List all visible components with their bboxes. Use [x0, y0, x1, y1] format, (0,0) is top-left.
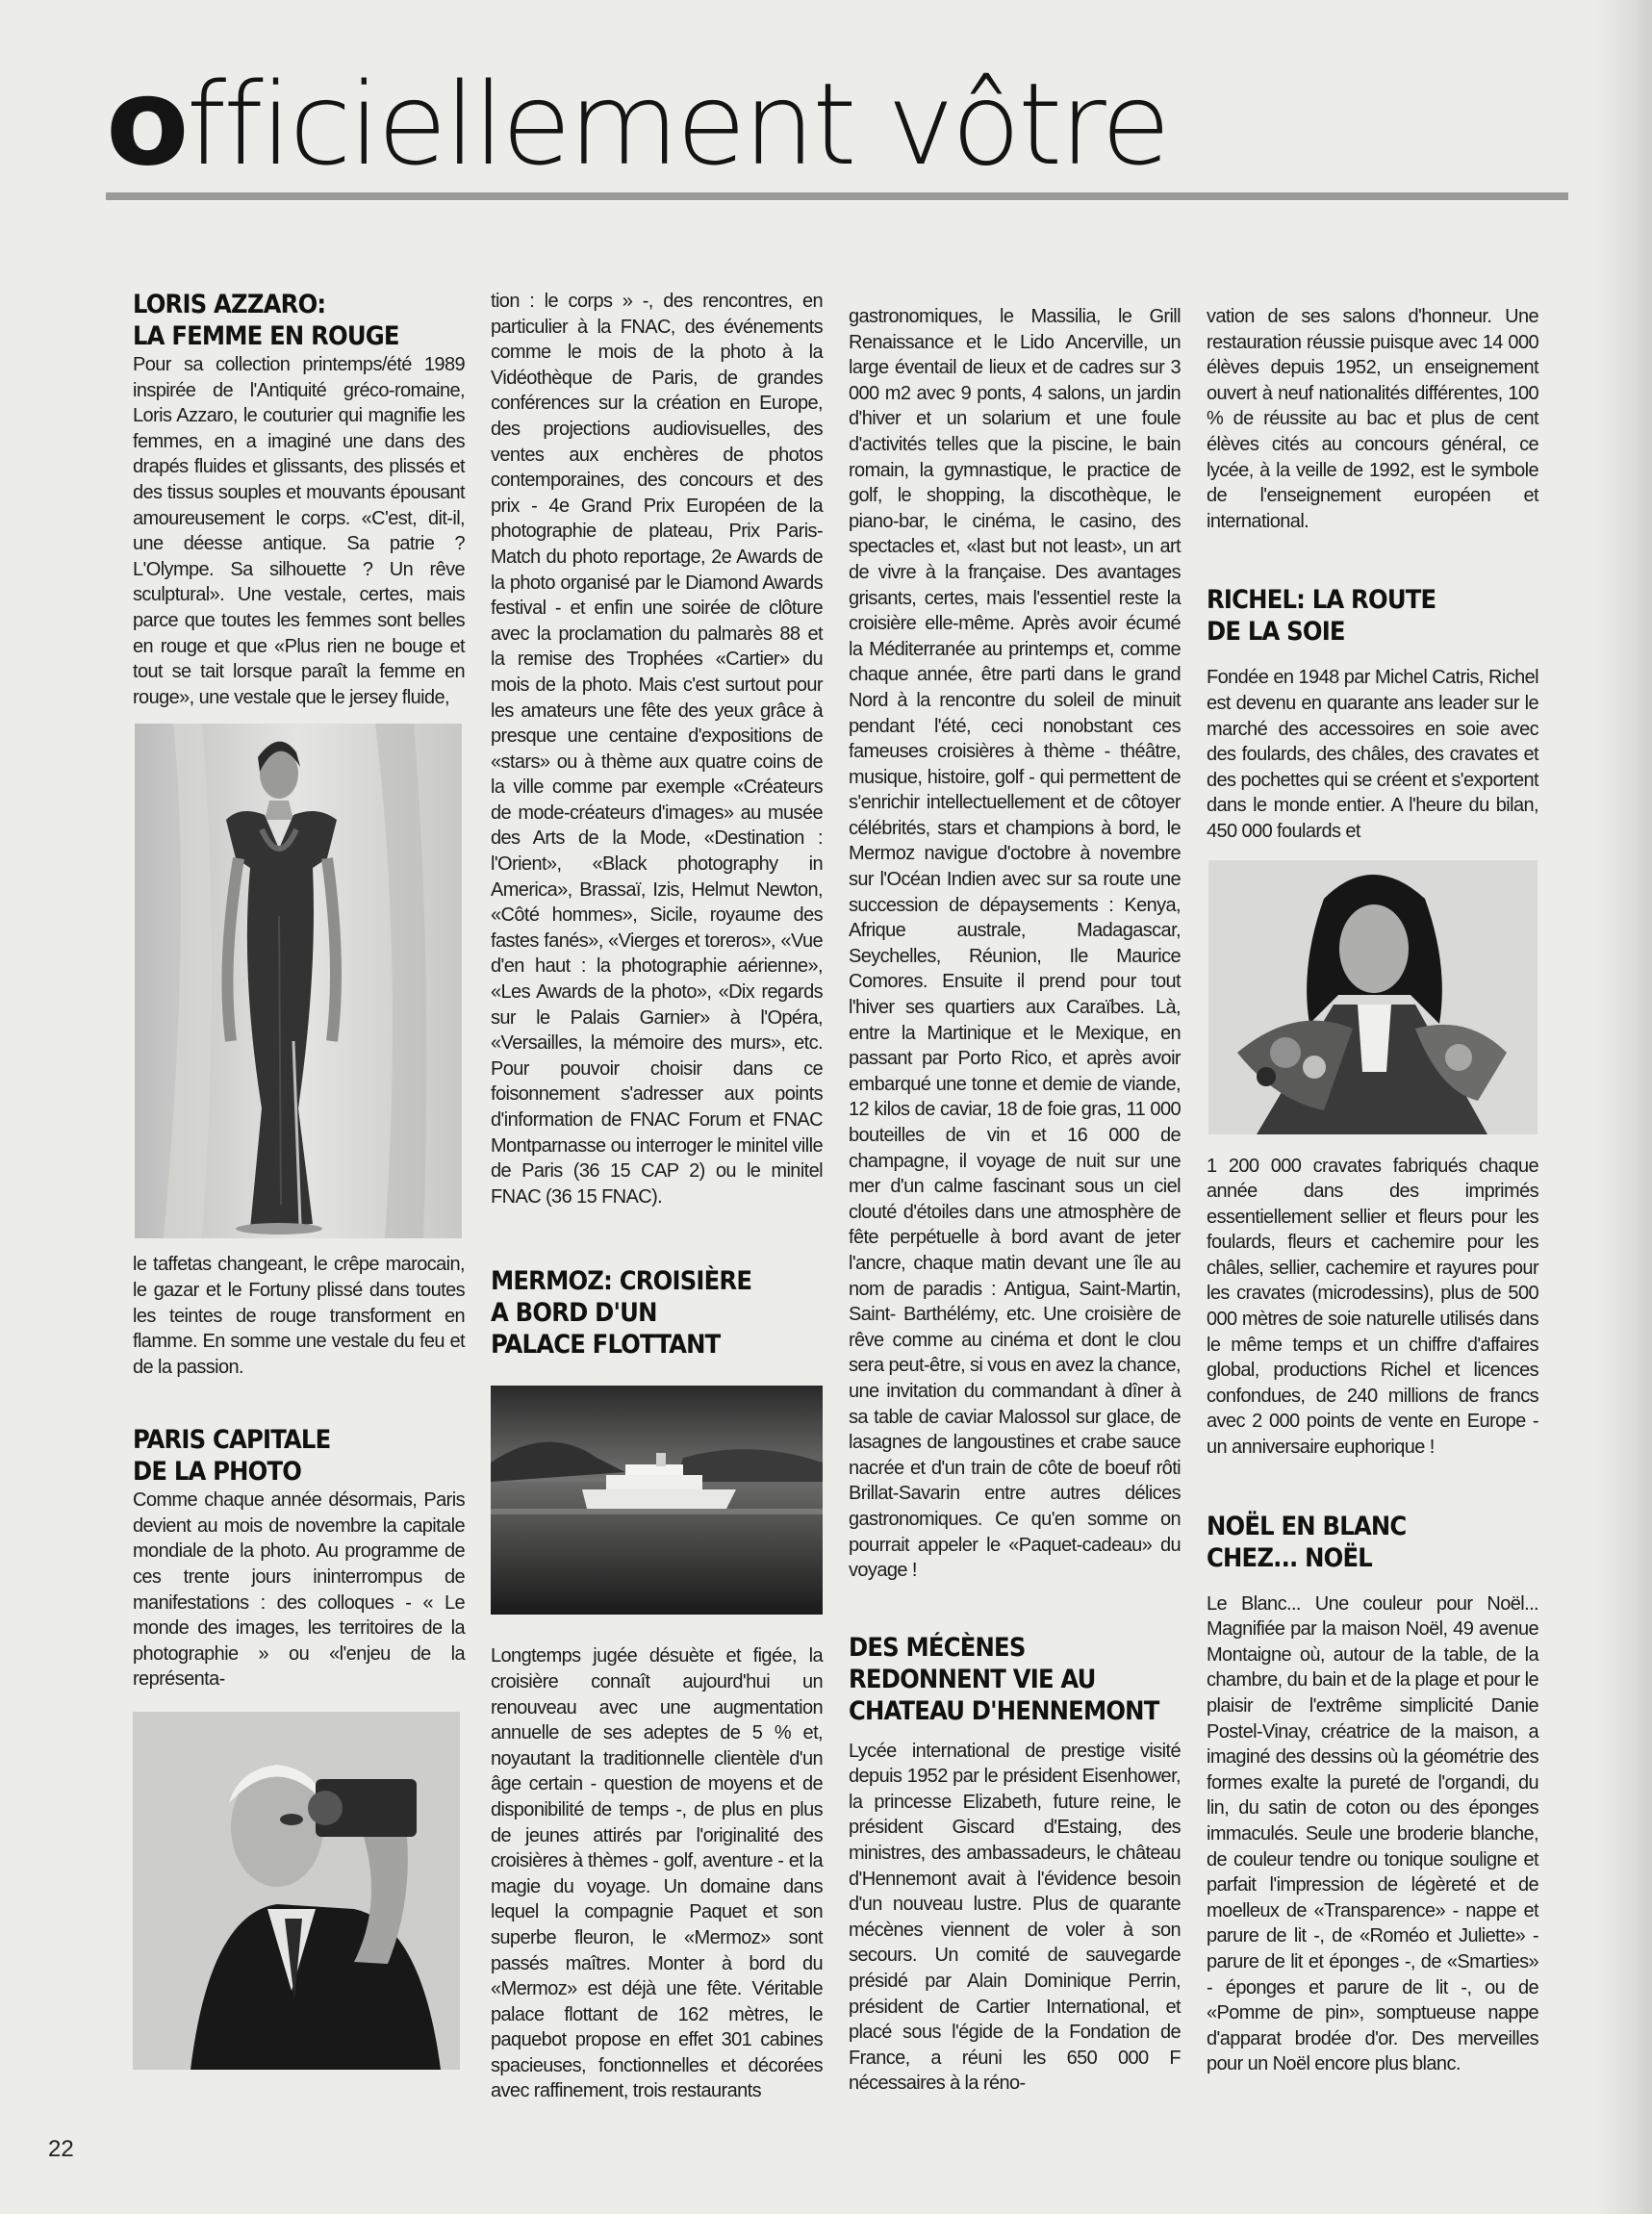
hennemont-text-1: Lycée international de prestige visité depuis 1952 par le président Eisenhower, la princesse Elizabeth, future reine, le président Giscard d'Estaing, des ministres, des ambassadeurs, le château d'Hennemont avait à l'évidence besoin d'un nouveau lustre. Plus de quarante mécènes viennent de voler à son secours. Un comité de sauvegarde présidé par Alain Dominique Perrin, président de Cartier International, et placé sous l'égide de la Fondation de France, a réuni les 650 000 F nécessaires à la réno-: [849, 1740, 1181, 2095]
richel-text-1: Fondée en 1948 par Michel Catris, Richel est devenu en quarante ans leader sur le marché des accessoires en soie avec des foulards, des châles, des cravates et des pochettes qui se créent et s'exportent dans le monde entier. A l'heure du bilan, 450 000 foulards et: [1207, 667, 1538, 842]
page-number: 22: [48, 2136, 74, 2162]
hennemont-heading: [849, 1632, 1181, 1727]
column-3: [849, 304, 1181, 2097]
mermoz-heading-line-1: MERMOZ: CROISIÈRE: [491, 1266, 752, 1297]
photo-heading-line-1: PARIS CAPITALE: [133, 1425, 331, 1456]
azzaro-photo: [135, 724, 462, 1238]
man-with-camera-image: [133, 1712, 460, 2070]
portrait-photo: [133, 1712, 460, 2070]
noel-heading: [1207, 1511, 1538, 1574]
azzaro-text-2: le taffetas changeant, le crêpe marocain, le gazar et le Fortuny plissé dans toutes les teintes de rouge transforment en flamme. En somme une vestale du feu et de la passion.: [133, 1254, 465, 1378]
hennemont-heading-line-2: REDONNENT VIE AU: [849, 1664, 1096, 1694]
ship-photo: [491, 1386, 823, 1615]
page-edge-shadow: [1594, 0, 1652, 2214]
mermoz-text-1: Longtemps jugée désuète et figée, la croisière connaît aujourd'hui un renouveau avec une augmentation annuelle de ses adeptes de 5 % et, noyautant la traditionnelle clientèle d'un âge certain - question de moyens et de disponibilité de temps -, de plus en plus de jeunes attirés par l'originalité des croisières à thèmes - golf, aventure - et la magie du voyage. Un domaine dans lequel la compagnie Paquet et son superbe fleuron, le «Mermoz» sont passés maîtres. Monter à bord du «Mermoz» est déjà une fête. Véritable palace flottant de 162 mètres, le paquebot propose en effet 301 cabines spacieuses, fonctionnelles et décorées avec raffinement, trois restaurants: [491, 1645, 823, 2102]
photo-text-1: Comme chaque année désormais, Paris devient au mois de novembre la capitale mondiale de la photo. Au programme de ces trente jours ininterrompus de manifestations : des colloques - « Le monde des images, les territoires de la photographie » ou «l'enjeu de la représenta-: [133, 1489, 465, 1691]
hennemont-heading-line-1: DES MÉCÈNES: [849, 1632, 1026, 1663]
masthead-rule: [106, 192, 1568, 200]
hennemont-text-2: vation de ses salons d'honneur. Une restauration réussie puisque avec 14 000 élèves depuis 1952, un enseignement ouvert à neuf nationalités différentes, 100 % de réussite au bac et plus de cent élèves cités au concours général, ce lycée, à la veille de 1992, est le symbole de l'enseignement européen et international.: [1207, 306, 1538, 532]
azzaro-heading-line-1: LORIS AZZARO:: [133, 290, 326, 319]
noel-text-1: Le Blanc... Une couleur pour Noël... Magnifiée par la maison Noël, 49 avenue Montaigne où, autour de la table, de la chambre, du bain et de la plage et pour le plaisir de l'extrême simplicité Danie Postel-Vinay, créatrice de la maison, a imaginé des dessins où la géométrie des formes exalte la pureté de l'organdi, du lin, du satin de coton ou des éponges immaculés. Seule une broderie blanche, de couleur tendre ou tonique souligne et parfait l'impression de légèreté et de moelleux de «Transparence» - nappe et parure de lit -, de «Roméo et Juliette» - parure de lit et éponges -, de «Smarties» - éponges et parure de lit -, ou de «Pomme de pin», somptueuse nappe d'apparat brodée d'or. Des merveilles pour un Noël encore plus blanc.: [1207, 1592, 1538, 2075]
photo-heading-line-2: DE LA PHOTO: [133, 1457, 302, 1488]
woman-in-gown-image: [135, 724, 462, 1238]
azzaro-heading: [133, 289, 465, 352]
woman-with-scarf-image: [1208, 860, 1538, 1134]
mermoz-heading: [491, 1265, 823, 1361]
noel-heading-line-2: CHEZ... NOËL: [1207, 1542, 1372, 1573]
richel-heading-line-1: RICHEL: LA ROUTE: [1207, 585, 1436, 616]
mermoz-heading-line-3: PALACE FLOTTANT: [491, 1330, 721, 1361]
richel-heading: [1207, 584, 1538, 648]
mermoz-heading-line-2: A BORD D'UN: [491, 1298, 657, 1329]
noel-heading-line-1: NOËL EN BLANC: [1207, 1511, 1407, 1541]
azzaro-text-1: Pour sa collection printemps/été 1989 inspirée de l'Antiquité gréco-romaine, Loris Azzaro, le couturier qui magnifie les femmes, en a imaginé une dans des drapés fluides et glissants, des plissés et des tissus souples et mouvants épousant amoureusement le corps. «C'est, dit-il, une déesse antique. Sa patrie ? L'Olympe. Sa silhouette ? Un rêve sculptural». Une vestale, certes, mais parce que toutes les femmes sont belles en rouge et que «Plus rien ne bouge et tout se tait lorsque paraît la femme en rouge», une vestale que le jersey fluide,: [133, 354, 465, 708]
richel-heading-line-2: DE LA SOIE: [1207, 617, 1345, 648]
richel-photo: [1208, 860, 1538, 1134]
cruise-ship-image: [491, 1386, 823, 1615]
column-1: [133, 289, 465, 2070]
column-4: [1207, 304, 1538, 2077]
photo-heading: [133, 1424, 465, 1488]
masthead-title: [106, 51, 1568, 192]
masthead-bold-o: o: [106, 51, 187, 192]
hennemont-heading-line-3: CHATEAU D'HENNEMONT: [849, 1695, 1159, 1726]
masthead-text: fficiellement vôtre: [186, 58, 1168, 191]
richel-text-2: 1 200 000 cravates fabriqués chaque année dans des imprimés essentiellement sellier et fleurs pour les foulards, fleurs et cachemire pour les châles, sellier, cachemire et rayures pour les cravates (microdessins), plus de 500 000 mètres de soie naturelle utilisés dans le même temps et un chiffre d'affaires global, productions Richel et licences confondues, de 240 millions de francs avec 2 000 points de vente en Europe - un anniversaire euphorique !: [1207, 1155, 1538, 1459]
mermoz-text-2: gastronomiques, le Massilia, le Grill Renaissance et le Lido Ancerville, un large éventail de lieux et de cadres sur 3 000 m2 avec 9 ponts, 4 salons, un jardin d'hiver et un solarium et une foule d'activités telles que la piscine, le bain romain, la gymnastique, le practice de golf, le shopping, la discothèque, le piano-bar, le cinéma, le casino, des spectacles et, «last but not least», un art de vivre à la française. Des avantages grisants, certes, mais l'essentiel reste la croisière elle-même. Après avoir écumé la Méditerranée au printemps et, comme chaque année, être parti dans le grand Nord à la rencontre du soleil de minuit pendant l'été, ceci nonobstant ces fameuses croisières à thème - théâtre, musique, histoire, golf - qui permettent de s'enrichir intellectuellement et de côtoyer célébrités, stars et champions à bord, le Mermoz navigue d'octobre à novembre sur l'Océan Indien avec sur sa route une succession de dépaysements : Kenya, Afrique australe, Madagascar, Seychelles, Réunion, Ile Maurice Comores. Ensuite il prend pour tout l'hiver ses quartiers aux Caraïbes. Là, entre la Martinique et le Mexique, en passant par Porto Rico, et après avoir embarqué une tonne et demie de viande, 12 kilos de caviar, 18 de foie gras, 11 000 bouteilles de vin et 16 000 de champagne, il voyage de nuit sur une mer d'un calme fascinant sous un ciel clouté d'étoiles dans une atmosphère de fête perpétuelle à bord avant de jeter l'ancre, chaque matin devant une île au nom de paradis : Antigua, Saint-Martin, Saint- Barthélémy, etc. Une croisière de rêve comme au cinéma et dont le clou sera peut-être, si vous en avez la chance, une invitation du commandant à dîner à sa table de caviar Malossol sur glace, de lasagnes de langoustines et crabe sauce nacrée et d'un train de côte de boeuf rôti Brillat-Savarin entre autres délices gastronomiques. Ce qu'en somme on pourrait appeler le «Paquet-cadeau» du voyage !: [849, 306, 1182, 1582]
photo-text-2: tion : le corps » -, des rencontres, en particulier à la FNAC, des événements comme le mois de la photo à la Vidéothèque de Paris, de grandes conférences sur la création en Europe, des projections audiovisuelles, des ventes aux enchères de photos contemporaines, des concours et des prix - 4e Grand Prix Européen de la photographie de plateau, Prix Paris-Match du photo reportage, 2e Awards de la photo organisé par le Diamond Awards festival - et enfin une soirée de clôture avec la proclamation du palmarès 88 et la remise des Trophées «Cartier» du mois de la photo. Mais c'est surtout pour les amateurs une fête des yeux grâce à presque une centaine d'expositions de «stars» ou à thème aux quatre coins de la ville comme par exemple «Créateurs de mode-créateurs d'images» au musée des Arts de la Mode, «Destination : l'Orient», «Black photography in America», Brassaï, Izis, Helmut Newton, «Côté hommes», Sicile, royaume des fastes fanés», «Vierges et toreros», «Vue d'en haut : la photographie aérienne», «Les Awards de la photo», «Dix regards sur le Palais Garnier» à l'Opéra, «Versailles, la mémoire des murs», etc. Pour pouvoir choisir dans ce foisonnement s'adresser aux points d'information de FNAC Forum et FNAC Montparnasse ou interroger le minitel ville de Paris (36 15 CAP 2) ou le minitel FNAC (36 15 FNAC).: [491, 291, 823, 1208]
column-2: [491, 289, 823, 2104]
azzaro-heading-line-2: LA FEMME EN ROUGE: [133, 321, 399, 351]
